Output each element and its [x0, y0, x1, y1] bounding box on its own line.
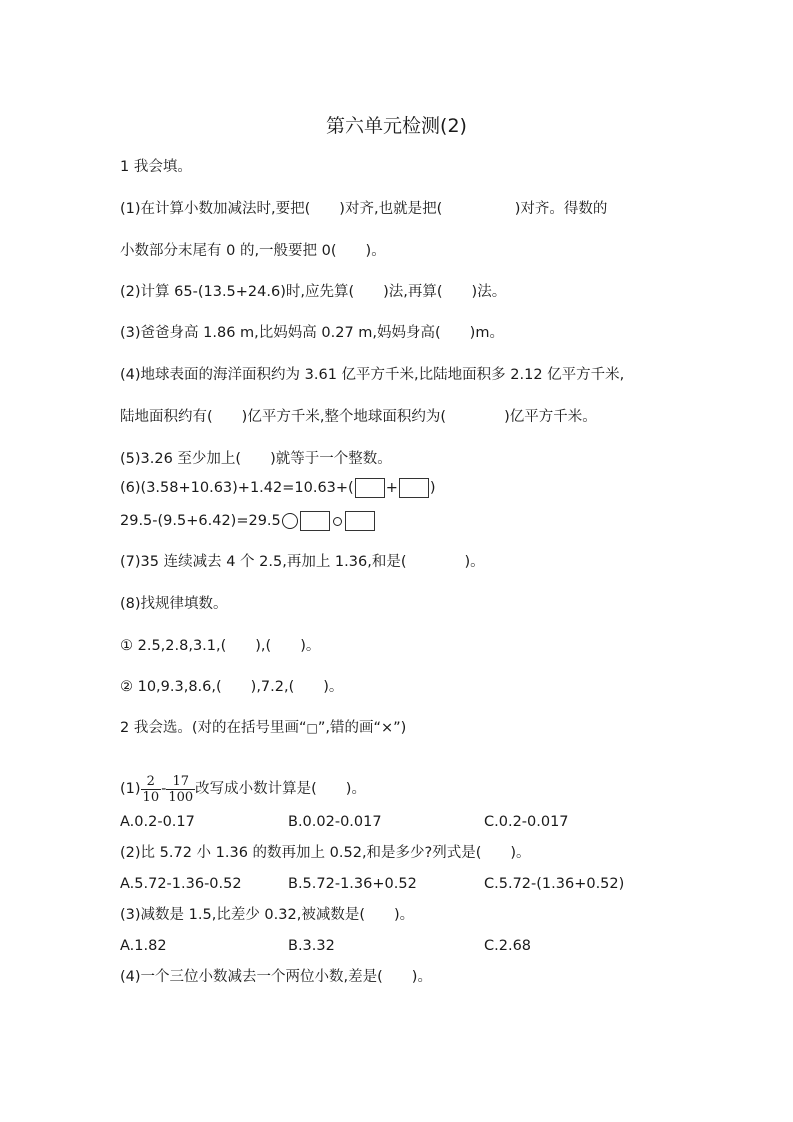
answer-box[interactable] [355, 478, 385, 498]
section2-heading-text: 2 我会选。(对的在括号里画“ [120, 720, 307, 736]
s2-q4: (4)一个三位小数减去一个两位小数,差是( )。 [120, 969, 432, 985]
q2: (2)计算 65-(13.5+24.6)时,应先算( )法,再算( )法。 [120, 284, 507, 300]
q6b-prefix: 29.5-(9.5+6.42)=29.5 [120, 513, 281, 529]
s2-q1-option-b[interactable]: B.0.02-0.017 [288, 814, 382, 830]
q6a-prefix: (6)(3.58+10.63)+1.42=10.63+( [120, 480, 354, 496]
s2-q3-option-b[interactable]: B.3.32 [288, 938, 335, 954]
section2-heading [120, 718, 406, 738]
s2-q1-prefix: (1) [120, 781, 141, 797]
section2-heading-tail: ”,错的画“×”) [317, 720, 407, 736]
answer-box[interactable] [399, 478, 429, 498]
s2-q2-option-c[interactable]: C.5.72-(1.36+0.52) [484, 876, 625, 892]
s2-q3: (3)减数是 1.5,比差少 0.32,被减数是( )。 [120, 907, 415, 923]
q8-2: ② 10,9.3,8.6,( ),7.2,( )。 [120, 679, 344, 695]
s2-q2-option-a[interactable]: A.5.72-1.36-0.52 [120, 876, 242, 892]
q7: (7)35 连续减去 4 个 2.5,再加上 1.36,和是( )。 [120, 554, 485, 570]
q6a-suffix: ) [429, 480, 436, 496]
q6b [120, 511, 376, 531]
fraction-2-10 [141, 774, 162, 805]
s2-q1-minus: - [161, 781, 167, 797]
q1-line2: 小数部分末尾有 0 的,一般要把 0( )。 [120, 243, 386, 259]
fraction-denominator: 10 [142, 789, 160, 805]
s2-q2: (2)比 5.72 小 1.36 的数再加上 0.52,和是多少?列式是( )。 [120, 845, 531, 861]
q8: (8)找规律填数。 [120, 596, 228, 612]
answer-box[interactable] [345, 511, 375, 531]
s2-q1-suffix: 改写成小数计算是( )。 [195, 781, 366, 797]
s2-q1-option-c[interactable]: C.0.2-0.017 [484, 814, 569, 830]
fraction-numerator: 17 [166, 774, 195, 790]
s2-q3-option-c[interactable]: C.2.68 [484, 938, 532, 954]
q3: (3)爸爸身高 1.86 m,比妈妈高 0.27 m,妈妈身高( )m。 [120, 325, 504, 341]
s2-q1-option-a[interactable]: A.0.2-0.17 [120, 814, 195, 830]
s2-q1 [120, 772, 366, 806]
q1-line1: (1)在计算小数加减法时,要把( )对齐,也就是把( )对齐。得数的 [120, 201, 608, 217]
q5: (5)3.26 至少加上( )就等于一个整数。 [120, 451, 392, 467]
section1-heading: 1 我会填。 [120, 159, 192, 175]
answer-box[interactable] [300, 511, 330, 531]
q6a [120, 478, 436, 498]
q8-1: ① 2.5,2.8,3.1,( ),( )。 [120, 638, 321, 654]
fraction-17-100 [166, 774, 195, 805]
operator-circle-small[interactable] [333, 517, 342, 526]
page-title: 第六单元检测(2) [326, 115, 467, 137]
operator-circle[interactable] [282, 513, 298, 529]
s2-q2-option-b[interactable]: B.5.72-1.36+0.52 [288, 876, 417, 892]
q6a-plus: + [385, 480, 398, 496]
q4-line1: (4)地球表面的海洋面积约为 3.61 亿平方千米,比陆地面积多 2.12 亿平方千米, [120, 367, 625, 383]
q4-line2: 陆地面积约有( )亿平方千米,整个地球面积约为( )亿平方千米。 [120, 409, 597, 425]
s2-q3-option-a[interactable]: A.1.82 [120, 938, 167, 954]
fraction-denominator: 100 [168, 789, 194, 805]
fraction-numerator: 2 [141, 774, 162, 790]
check-mark-symbol: □ [306, 721, 318, 735]
